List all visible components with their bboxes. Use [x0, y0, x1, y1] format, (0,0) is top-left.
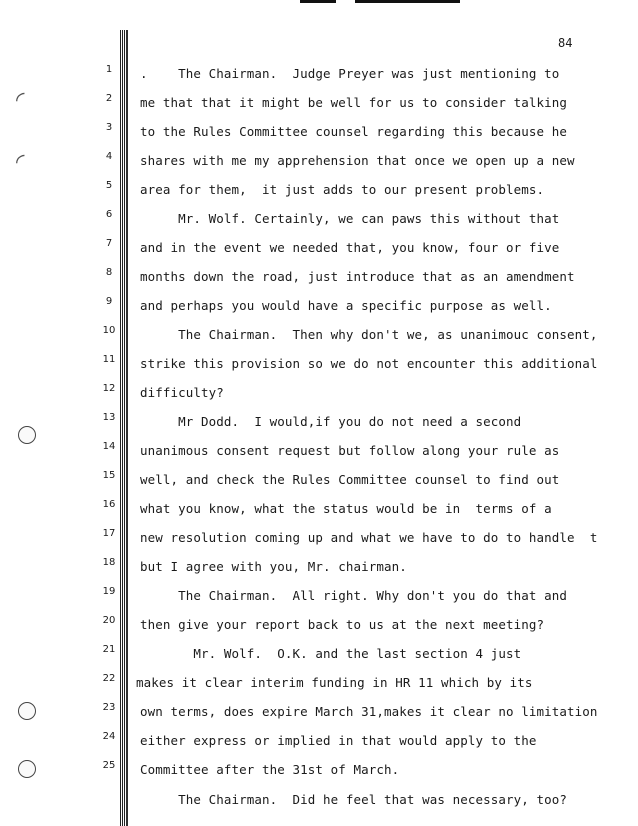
line-number: 14 — [102, 441, 116, 452]
line-number: 12 — [102, 383, 116, 394]
binder-mark-icon: ◜ — [16, 88, 25, 113]
transcript-line: shares with me my apprehension that once we open up a new — [140, 153, 575, 168]
line-number: 2 — [105, 93, 113, 104]
transcript-line: unanimous consent request but follow along your rule as — [140, 443, 560, 458]
transcript-line: The Chairman. Then why don't we, as unanimouc consent, — [140, 327, 598, 342]
transcript-line: to the Rules Committee counsel regarding this because he — [140, 124, 568, 139]
line-number: 1 — [105, 64, 113, 75]
line-number: 15 — [102, 470, 116, 481]
transcript-line: then give your report back to us at the next meeting? — [140, 617, 545, 632]
transcript-line: and in the event we needed that, you know, four or five — [140, 240, 560, 255]
line-number: 13 — [102, 412, 116, 423]
line-number: 6 — [105, 209, 113, 220]
line-number: 17 — [102, 528, 116, 539]
transcript-line: The Chairman. All right. Why don't you do that and — [140, 588, 568, 603]
binder-hole-icon — [18, 760, 36, 778]
line-number: 11 — [102, 354, 116, 365]
transcript-line: Committee after the 31st of March. — [140, 762, 400, 777]
transcript-line: difficulty? — [140, 385, 224, 400]
transcript-line: months down the road, just introduce that as an amendment — [140, 269, 575, 284]
transcript-line: makes it clear interim funding in HR 11 which by its — [136, 675, 533, 690]
transcript-line: Mr. Wolf. Certainly, we can paws this without that — [140, 211, 560, 226]
line-number: 21 — [102, 644, 116, 655]
transcript-line: and perhaps you would have a specific purpose as well. — [140, 298, 552, 313]
line-number: 25 — [102, 760, 116, 771]
transcript-line: own terms, does expire March 31,makes it clear no limitation — [140, 704, 598, 719]
binder-hole-icon — [18, 702, 36, 720]
line-number: 16 — [102, 499, 116, 510]
margin-rule — [126, 30, 128, 826]
transcript-line: new resolution coming up and what we have to do to handle t — [140, 530, 598, 545]
transcript-line: area for them, it just adds to our present problems. — [140, 182, 545, 197]
line-number: 7 — [105, 238, 113, 249]
line-number: 10 — [102, 325, 116, 336]
transcript-line: either express or implied in that would apply to the — [140, 733, 537, 748]
line-number: 24 — [102, 731, 116, 742]
transcript-line: . The Chairman. Judge Preyer was just mentioning to — [140, 66, 560, 81]
line-number: 23 — [102, 702, 116, 713]
binder-hole-icon — [18, 426, 36, 444]
line-number: 18 — [102, 557, 116, 568]
top-rule — [355, 0, 460, 3]
top-rule — [300, 0, 336, 3]
line-number: 20 — [102, 615, 116, 626]
transcript-line: Mr. Wolf. O.K. and the last section 4 just — [140, 646, 522, 661]
line-number: 9 — [105, 296, 113, 307]
page-number: 84 — [558, 36, 573, 50]
transcript-line: well, and check the Rules Committee counsel to find out — [140, 472, 560, 487]
transcript-line: me that that it might be well for us to consider talking — [140, 95, 568, 110]
line-number: 3 — [105, 122, 113, 133]
transcript-line: what you know, what the status would be in terms of a — [140, 501, 552, 516]
transcript-line: but I agree with you, Mr. chairman. — [140, 559, 407, 574]
line-number: 4 — [105, 151, 113, 162]
transcript-line: strike this provision so we do not encounter this additional — [140, 356, 598, 371]
binder-mark-icon: ◜ — [16, 150, 25, 175]
line-number: 22 — [102, 673, 116, 684]
transcript-line: The Chairman. Did he feel that was necessary, too? — [140, 792, 568, 807]
line-number: 19 — [102, 586, 116, 597]
line-number: 5 — [105, 180, 113, 191]
line-number: 8 — [105, 267, 113, 278]
transcript-line: Mr Dodd. I would,if you do not need a second — [140, 414, 522, 429]
